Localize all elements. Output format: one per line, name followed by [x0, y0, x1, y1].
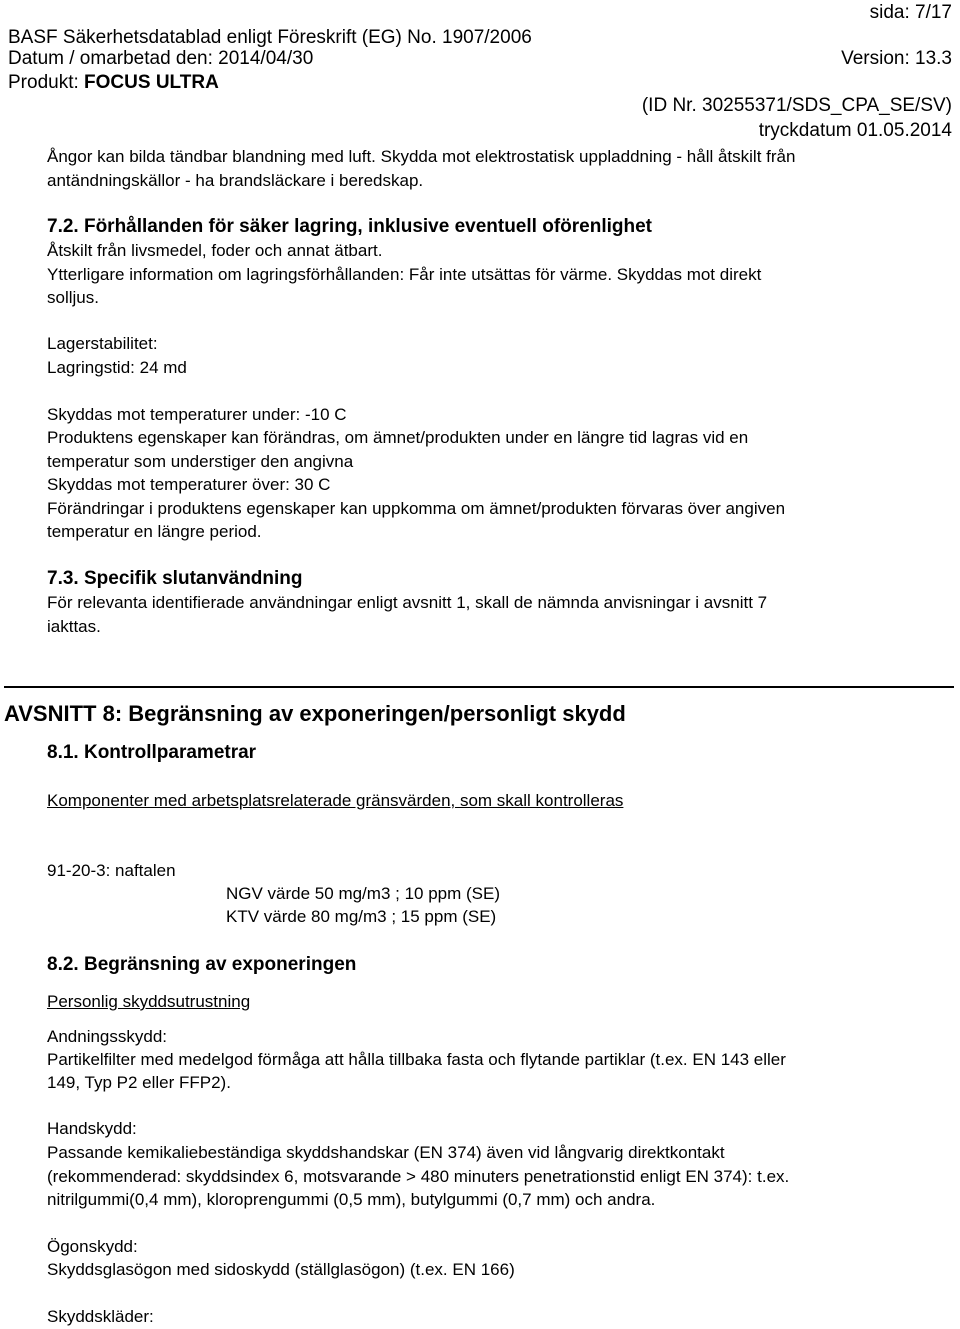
- hand-text-3: nitrilgummi(0,4 mm), kloroprengummi (0,5 mm), butylgummi (0,7 mm) och andra.: [47, 1190, 656, 1209]
- eye-text: Skyddsglasögon med sidoskydd (ställglasögon) (t.ex. EN 166): [47, 1260, 515, 1279]
- ktv-value: KTV värde 80 mg/m3 ; 15 ppm (SE): [226, 907, 497, 926]
- product-name: FOCUS ULTRA: [84, 72, 219, 93]
- hand-text-2: (rekommenderad: skyddsindex 6, motsvarande > 480 minuters penetrationstid enligt EN 374): t.ex.: [47, 1167, 790, 1186]
- section-8-2-heading: 8.2. Begränsning av exponeringen: [47, 954, 357, 975]
- temp-under: Skyddas mot temperaturer under: -10 C: [47, 405, 347, 424]
- section-7-3-heading: 7.3. Specifik slutanvändning: [47, 568, 303, 589]
- product-line: [8, 72, 219, 94]
- ngv-value: NGV värde 50 mg/m3 ; 10 ppm (SE): [226, 884, 500, 903]
- section-8-heading: AVSNITT 8: Begränsning av exponeringen/personligt skydd: [4, 701, 626, 726]
- intro-line-2: antändningskällor - ha brandsläckare i beredskap.: [47, 171, 424, 190]
- revision-date: Datum / omarbetad den: 2014/04/30: [8, 48, 314, 69]
- print-date: tryckdatum 01.05.2014: [758, 120, 952, 141]
- intro-line-1: Ångor kan bilda tändbar blandning med luft. Skydda mot elektrostatisk uppladdning - håll åtskilt från: [47, 147, 796, 166]
- product-label: Produkt:: [8, 72, 85, 93]
- under-text-2: temperatur som understiger den angivna: [47, 452, 354, 471]
- s72-line-1: Åtskilt från livsmedel, foder och annat ätbart.: [47, 241, 383, 260]
- ppe-label: Personlig skyddsutrustning: [47, 992, 251, 1011]
- over-text-1: Förändringar i produktens egenskaper kan uppkomma om ämnet/produkten förvaras över angiven: [47, 499, 786, 518]
- document-title: BASF Säkerhetsdatablad enligt Föreskrift (EG) No. 1907/2006: [8, 27, 532, 48]
- s72-line-2: Ytterligare information om lagringsförhållanden: Får inte utsättas för värme. Skyddas mot direkt: [47, 265, 762, 284]
- stability-label: Lagerstabilitet:: [47, 334, 158, 353]
- storage-time: Lagringstid: 24 md: [47, 358, 187, 377]
- hand-label: Handskydd:: [47, 1119, 137, 1138]
- components-label: Komponenter med arbetsplatsrelaterade gränsvärden, som skall kontrolleras: [47, 791, 624, 810]
- version: Version: 13.3: [841, 48, 952, 69]
- s73-line-1: För relevanta identifierade användningar enligt avsnitt 1, skall de nämnda anvisningar i avsnitt 7: [47, 593, 768, 612]
- under-text-1: Produktens egenskaper kan förändras, om ämnet/produkten under en längre tid lagras vid en: [47, 428, 749, 447]
- s72-line-3: solljus.: [47, 288, 99, 307]
- section-7-2-heading: 7.2. Förhållanden för säker lagring, inklusive eventuell oförenlighet: [47, 216, 652, 237]
- s73-line-2: iakttas.: [47, 617, 101, 636]
- document-id: (ID Nr. 30255371/SDS_CPA_SE/SV): [641, 95, 952, 116]
- section-divider: [4, 686, 954, 688]
- temp-over: Skyddas mot temperaturer över: 30 C: [47, 475, 331, 494]
- over-text-2: temperatur en längre period.: [47, 522, 262, 541]
- respiratory-text-1: Partikelfilter med medelgod förmåga att hålla tillbaka fasta och flytande partiklar (t.ex. EN 143 eller: [47, 1050, 786, 1069]
- respiratory-label: Andningsskydd:: [47, 1027, 168, 1046]
- hand-text-1: Passande kemikaliebeständiga skyddshandskar (EN 374) även vid långvarig direktkontakt: [47, 1143, 725, 1162]
- substance-name: 91-20-3: naftalen: [47, 861, 176, 880]
- page-number: sida: 7/17: [869, 2, 952, 23]
- clothing-label: Skyddskläder:: [47, 1307, 154, 1326]
- section-8-1-heading: 8.1. Kontrollparametrar: [47, 742, 257, 763]
- respiratory-text-2: 149, Typ P2 eller FFP2).: [47, 1073, 231, 1092]
- eye-label: Ögonskydd:: [47, 1237, 138, 1256]
